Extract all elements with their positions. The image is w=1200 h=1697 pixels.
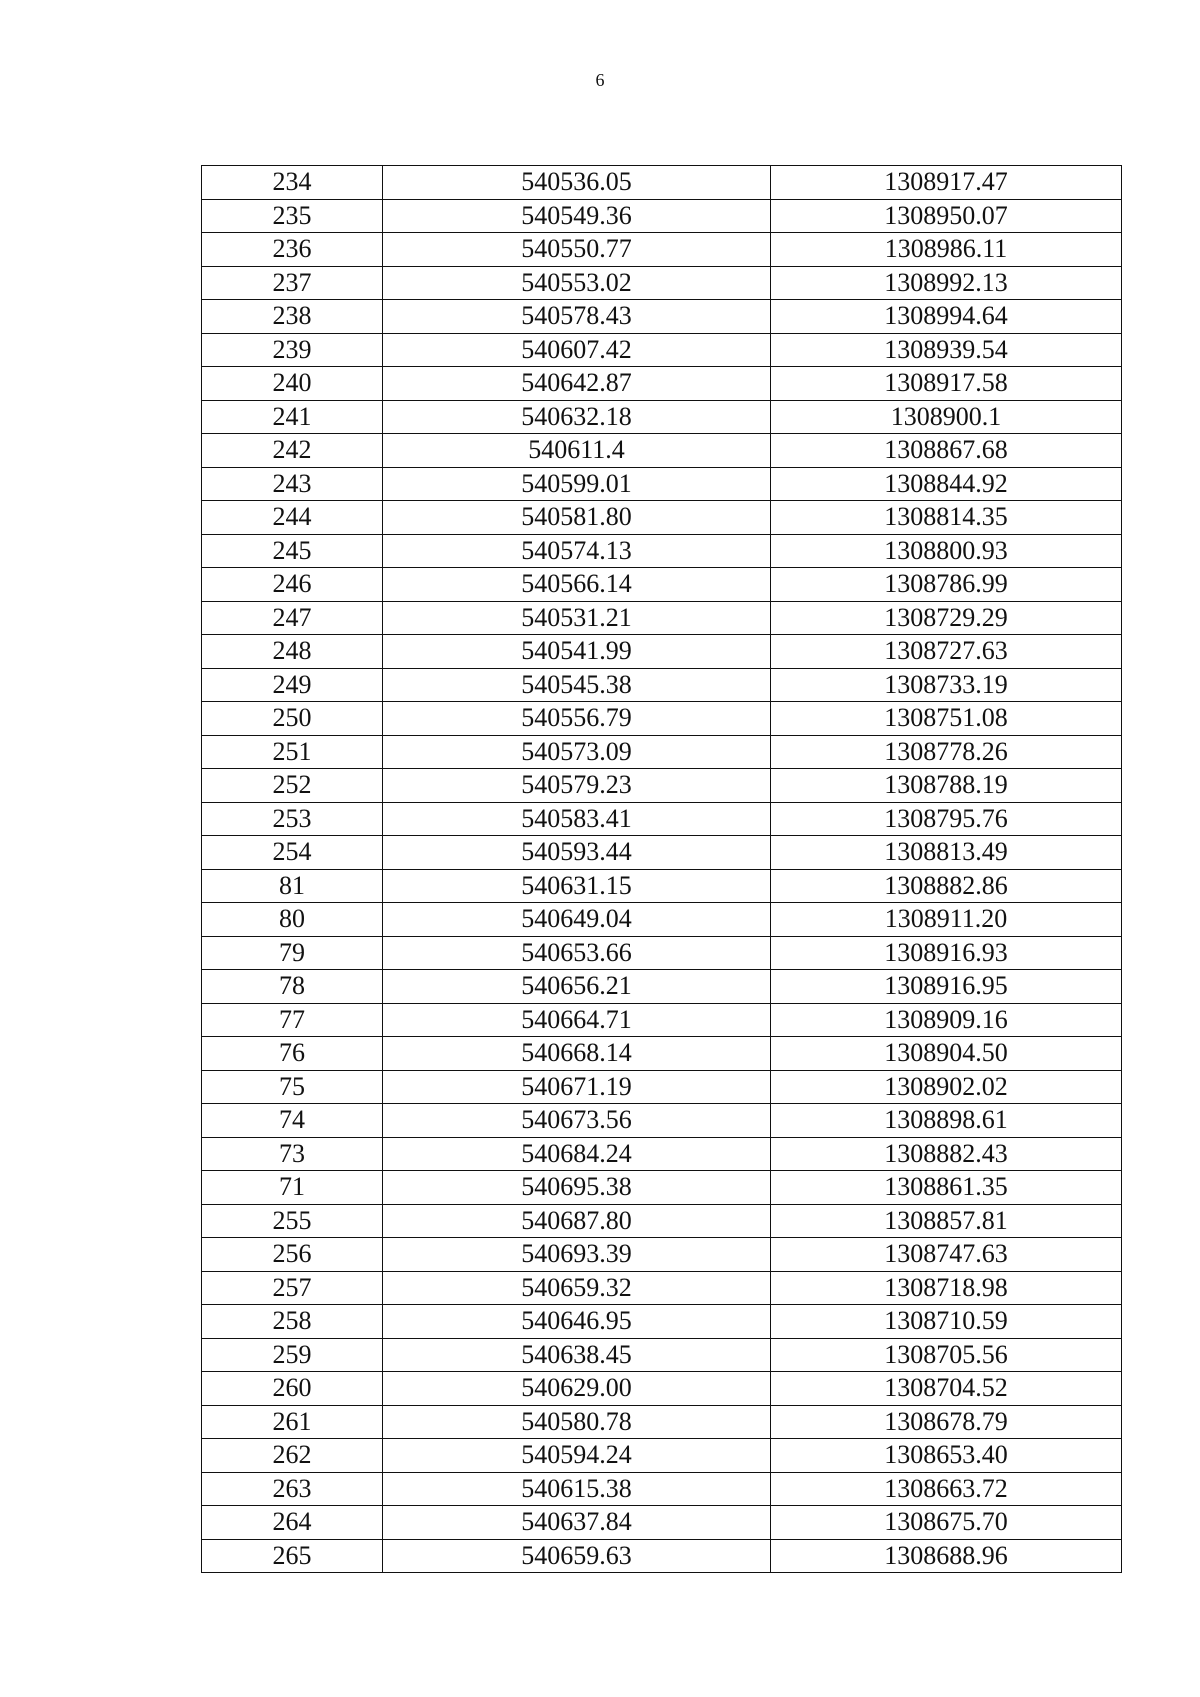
point-number-cell: 234 xyxy=(202,166,383,200)
point-number-cell: 249 xyxy=(202,668,383,702)
y-coordinate-cell: 1308917.58 xyxy=(771,367,1122,401)
table-row xyxy=(202,233,1122,267)
point-number-cell: 236 xyxy=(202,233,383,267)
table-row xyxy=(202,501,1122,535)
point-number-cell: 265 xyxy=(202,1539,383,1573)
table-row xyxy=(202,1305,1122,1339)
point-number-cell: 252 xyxy=(202,769,383,803)
x-coordinate-cell: 540583.41 xyxy=(383,802,771,836)
table-row xyxy=(202,534,1122,568)
point-number-cell: 244 xyxy=(202,501,383,535)
x-coordinate-cell: 540553.02 xyxy=(383,266,771,300)
y-coordinate-cell: 1308751.08 xyxy=(771,702,1122,736)
y-coordinate-cell: 1308710.59 xyxy=(771,1305,1122,1339)
point-number-cell: 258 xyxy=(202,1305,383,1339)
x-coordinate-cell: 540578.43 xyxy=(383,300,771,334)
y-coordinate-cell: 1308813.49 xyxy=(771,836,1122,870)
table-row xyxy=(202,1171,1122,1205)
point-number-cell: 240 xyxy=(202,367,383,401)
x-coordinate-cell: 540550.77 xyxy=(383,233,771,267)
y-coordinate-cell: 1308786.99 xyxy=(771,568,1122,602)
y-coordinate-cell: 1308795.76 xyxy=(771,802,1122,836)
point-number-cell: 75 xyxy=(202,1070,383,1104)
y-coordinate-cell: 1308705.56 xyxy=(771,1338,1122,1372)
point-number-cell: 250 xyxy=(202,702,383,736)
x-coordinate-cell: 540637.84 xyxy=(383,1506,771,1540)
table-row xyxy=(202,1271,1122,1305)
point-number-cell: 238 xyxy=(202,300,383,334)
coordinates-table-body xyxy=(202,166,1122,1573)
y-coordinate-cell: 1308675.70 xyxy=(771,1506,1122,1540)
table-row xyxy=(202,769,1122,803)
y-coordinate-cell: 1308916.95 xyxy=(771,970,1122,1004)
y-coordinate-cell: 1308916.93 xyxy=(771,936,1122,970)
y-coordinate-cell: 1308939.54 xyxy=(771,333,1122,367)
point-number-cell: 263 xyxy=(202,1472,383,1506)
point-number-cell: 76 xyxy=(202,1037,383,1071)
y-coordinate-cell: 1308900.1 xyxy=(771,400,1122,434)
y-coordinate-cell: 1308882.43 xyxy=(771,1137,1122,1171)
x-coordinate-cell: 540673.56 xyxy=(383,1104,771,1138)
y-coordinate-cell: 1308909.16 xyxy=(771,1003,1122,1037)
point-number-cell: 253 xyxy=(202,802,383,836)
y-coordinate-cell: 1308992.13 xyxy=(771,266,1122,300)
x-coordinate-cell: 540549.36 xyxy=(383,199,771,233)
x-coordinate-cell: 540580.78 xyxy=(383,1405,771,1439)
x-coordinate-cell: 540659.32 xyxy=(383,1271,771,1305)
point-number-cell: 245 xyxy=(202,534,383,568)
x-coordinate-cell: 540649.04 xyxy=(383,903,771,937)
x-coordinate-cell: 540668.14 xyxy=(383,1037,771,1071)
x-coordinate-cell: 540693.39 xyxy=(383,1238,771,1272)
x-coordinate-cell: 540646.95 xyxy=(383,1305,771,1339)
x-coordinate-cell: 540536.05 xyxy=(383,166,771,200)
y-coordinate-cell: 1308986.11 xyxy=(771,233,1122,267)
x-coordinate-cell: 540545.38 xyxy=(383,668,771,702)
x-coordinate-cell: 540531.21 xyxy=(383,601,771,635)
table-row xyxy=(202,266,1122,300)
y-coordinate-cell: 1308867.68 xyxy=(771,434,1122,468)
y-coordinate-cell: 1308788.19 xyxy=(771,769,1122,803)
table-row xyxy=(202,467,1122,501)
table-row xyxy=(202,1037,1122,1071)
point-number-cell: 247 xyxy=(202,601,383,635)
table-row xyxy=(202,1104,1122,1138)
y-coordinate-cell: 1308861.35 xyxy=(771,1171,1122,1205)
page-number: 6 xyxy=(595,70,605,90)
x-coordinate-cell: 540594.24 xyxy=(383,1439,771,1473)
y-coordinate-cell: 1308857.81 xyxy=(771,1204,1122,1238)
table-row xyxy=(202,199,1122,233)
y-coordinate-cell: 1308917.47 xyxy=(771,166,1122,200)
point-number-cell: 246 xyxy=(202,568,383,602)
y-coordinate-cell: 1308800.93 xyxy=(771,534,1122,568)
y-coordinate-cell: 1308678.79 xyxy=(771,1405,1122,1439)
table-row xyxy=(202,1439,1122,1473)
table-row xyxy=(202,903,1122,937)
x-coordinate-cell: 540607.42 xyxy=(383,333,771,367)
x-coordinate-cell: 540642.87 xyxy=(383,367,771,401)
y-coordinate-cell: 1308814.35 xyxy=(771,501,1122,535)
table-row xyxy=(202,936,1122,970)
point-number-cell: 242 xyxy=(202,434,383,468)
table-row xyxy=(202,1070,1122,1104)
table-row xyxy=(202,1405,1122,1439)
point-number-cell: 248 xyxy=(202,635,383,669)
x-coordinate-cell: 540541.99 xyxy=(383,635,771,669)
point-number-cell: 237 xyxy=(202,266,383,300)
y-coordinate-cell: 1308729.29 xyxy=(771,601,1122,635)
point-number-cell: 251 xyxy=(202,735,383,769)
x-coordinate-cell: 540611.4 xyxy=(383,434,771,468)
x-coordinate-cell: 540579.23 xyxy=(383,769,771,803)
table-row xyxy=(202,1539,1122,1573)
x-coordinate-cell: 540631.15 xyxy=(383,869,771,903)
table-row xyxy=(202,802,1122,836)
y-coordinate-cell: 1308950.07 xyxy=(771,199,1122,233)
table-row xyxy=(202,668,1122,702)
x-coordinate-cell: 540566.14 xyxy=(383,568,771,602)
y-coordinate-cell: 1308898.61 xyxy=(771,1104,1122,1138)
x-coordinate-cell: 540687.80 xyxy=(383,1204,771,1238)
table-row xyxy=(202,1137,1122,1171)
y-coordinate-cell: 1308733.19 xyxy=(771,668,1122,702)
point-number-cell: 239 xyxy=(202,333,383,367)
point-number-cell: 260 xyxy=(202,1372,383,1406)
table-row xyxy=(202,635,1122,669)
point-number-cell: 81 xyxy=(202,869,383,903)
x-coordinate-cell: 540629.00 xyxy=(383,1372,771,1406)
point-number-cell: 71 xyxy=(202,1171,383,1205)
y-coordinate-cell: 1308994.64 xyxy=(771,300,1122,334)
table-row xyxy=(202,367,1122,401)
table-row xyxy=(202,1338,1122,1372)
y-coordinate-cell: 1308778.26 xyxy=(771,735,1122,769)
x-coordinate-cell: 540664.71 xyxy=(383,1003,771,1037)
point-number-cell: 262 xyxy=(202,1439,383,1473)
table-row xyxy=(202,869,1122,903)
x-coordinate-cell: 540659.63 xyxy=(383,1539,771,1573)
point-number-cell: 255 xyxy=(202,1204,383,1238)
table-row xyxy=(202,434,1122,468)
table-row xyxy=(202,568,1122,602)
x-coordinate-cell: 540599.01 xyxy=(383,467,771,501)
point-number-cell: 77 xyxy=(202,1003,383,1037)
y-coordinate-cell: 1308902.02 xyxy=(771,1070,1122,1104)
y-coordinate-cell: 1308747.63 xyxy=(771,1238,1122,1272)
y-coordinate-cell: 1308844.92 xyxy=(771,467,1122,501)
point-number-cell: 261 xyxy=(202,1405,383,1439)
y-coordinate-cell: 1308663.72 xyxy=(771,1472,1122,1506)
table-row xyxy=(202,1238,1122,1272)
table-row xyxy=(202,166,1122,200)
point-number-cell: 78 xyxy=(202,970,383,1004)
point-number-cell: 241 xyxy=(202,400,383,434)
x-coordinate-cell: 540656.21 xyxy=(383,970,771,1004)
table-row xyxy=(202,601,1122,635)
x-coordinate-cell: 540684.24 xyxy=(383,1137,771,1171)
point-number-cell: 235 xyxy=(202,199,383,233)
x-coordinate-cell: 540593.44 xyxy=(383,836,771,870)
table-row xyxy=(202,1472,1122,1506)
x-coordinate-cell: 540574.13 xyxy=(383,534,771,568)
point-number-cell: 257 xyxy=(202,1271,383,1305)
table-row xyxy=(202,333,1122,367)
point-number-cell: 254 xyxy=(202,836,383,870)
y-coordinate-cell: 1308911.20 xyxy=(771,903,1122,937)
y-coordinate-cell: 1308904.50 xyxy=(771,1037,1122,1071)
y-coordinate-cell: 1308688.96 xyxy=(771,1539,1122,1573)
table-row xyxy=(202,836,1122,870)
point-number-cell: 79 xyxy=(202,936,383,970)
y-coordinate-cell: 1308704.52 xyxy=(771,1372,1122,1406)
point-number-cell: 264 xyxy=(202,1506,383,1540)
point-number-cell: 256 xyxy=(202,1238,383,1272)
table-row xyxy=(202,400,1122,434)
table-row xyxy=(202,1003,1122,1037)
x-coordinate-cell: 540556.79 xyxy=(383,702,771,736)
table-row xyxy=(202,1372,1122,1406)
x-coordinate-cell: 540615.38 xyxy=(383,1472,771,1506)
point-number-cell: 259 xyxy=(202,1338,383,1372)
coordinates-table xyxy=(201,165,1122,1573)
x-coordinate-cell: 540581.80 xyxy=(383,501,771,535)
table-row xyxy=(202,735,1122,769)
y-coordinate-cell: 1308727.63 xyxy=(771,635,1122,669)
x-coordinate-cell: 540638.45 xyxy=(383,1338,771,1372)
x-coordinate-cell: 540653.66 xyxy=(383,936,771,970)
y-coordinate-cell: 1308653.40 xyxy=(771,1439,1122,1473)
x-coordinate-cell: 540695.38 xyxy=(383,1171,771,1205)
y-coordinate-cell: 1308882.86 xyxy=(771,869,1122,903)
table-row xyxy=(202,1204,1122,1238)
table-row xyxy=(202,702,1122,736)
point-number-cell: 74 xyxy=(202,1104,383,1138)
table-row xyxy=(202,300,1122,334)
point-number-cell: 243 xyxy=(202,467,383,501)
x-coordinate-cell: 540573.09 xyxy=(383,735,771,769)
point-number-cell: 80 xyxy=(202,903,383,937)
y-coordinate-cell: 1308718.98 xyxy=(771,1271,1122,1305)
x-coordinate-cell: 540632.18 xyxy=(383,400,771,434)
table-row xyxy=(202,1506,1122,1540)
point-number-cell: 73 xyxy=(202,1137,383,1171)
x-coordinate-cell: 540671.19 xyxy=(383,1070,771,1104)
table-row xyxy=(202,970,1122,1004)
